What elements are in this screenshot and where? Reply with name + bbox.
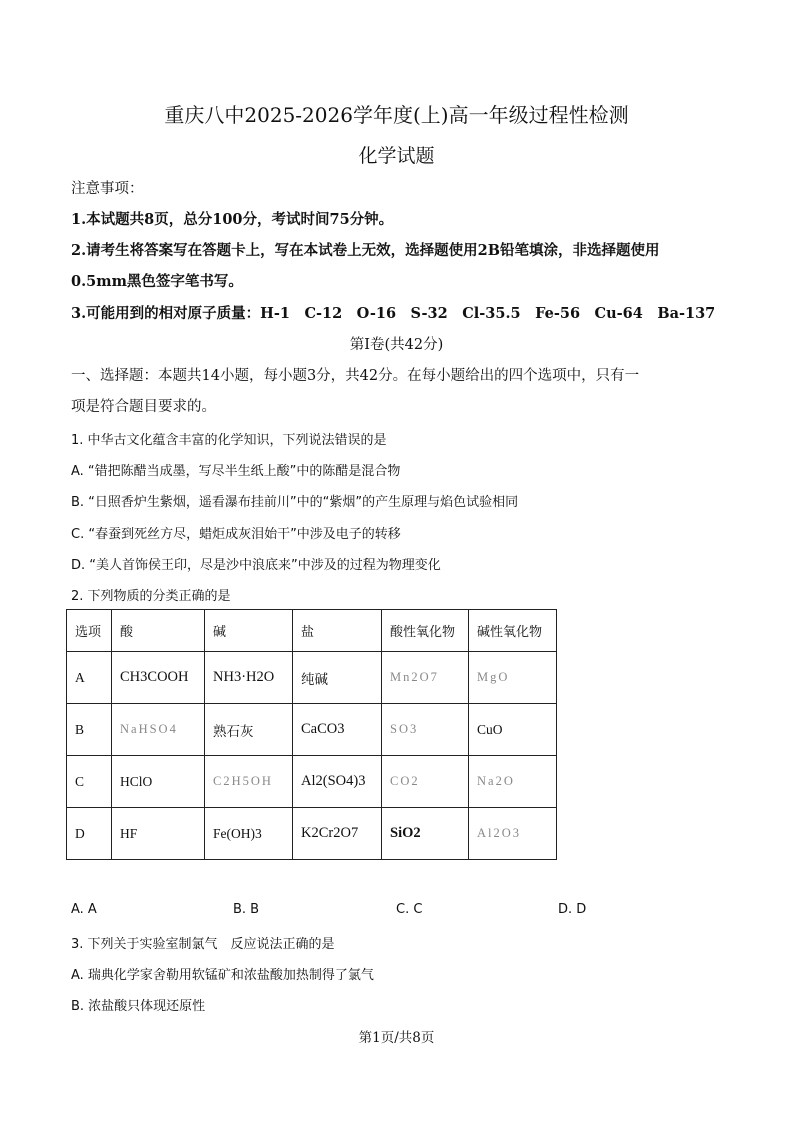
cell-acidic-oxide: SO3 [382,704,469,756]
question-1-stem: 1. 中华古文化蕴含丰富的化学知识，下列说法错误的是 [71,433,387,448]
cell-basic-oxide: Na2O [469,756,557,808]
question-1-option-c: C. “春蚕到死丝方尽，蜡炬成灰泪始干”中涉及电子的转移 [71,527,401,542]
table-row [67,808,557,860]
cell-salt: 纯碱 [293,652,382,704]
cell-acid: NaHSO4 [112,704,205,756]
choice-b: B. B [233,902,260,917]
cell-option: C [67,756,112,808]
header-basic-oxide: 碱性氧化物 [469,610,557,652]
cell-acidic-oxide: CO2 [382,756,469,808]
note-item-2: 2.请考生将答案写在答题卡上，写在本试卷上无效，选择题使用2B铅笔填涂，非选择题使用 [71,242,660,259]
exam-subject: 化学试题 [358,145,435,167]
cell-base: C2H5OH [205,756,293,808]
cell-acidic-oxide: Mn2O7 [382,652,469,704]
cell-acid: CH3COOH [112,652,205,704]
table-row [67,652,557,704]
choice-d: D. D [558,902,587,917]
notes-heading: 注意事项： [71,181,144,197]
classification-table [66,609,557,860]
cell-acid: HF [112,808,205,860]
choice-c: C. C [396,902,423,917]
table-row [67,704,557,756]
cell-acid: HClO [112,756,205,808]
table-row [67,756,557,808]
cell-base: 熟石灰 [205,704,293,756]
header-acidic-oxide: 酸性氧化物 [382,610,469,652]
choice-a: A. A [71,902,97,917]
cell-option: A [67,652,112,704]
cell-basic-oxide: MgO [469,652,557,704]
header-acid: 酸 [112,610,205,652]
question-1-option-b: B. “日照香炉生紫烟，遥看瀑布挂前川”中的“紫烟”的产生原理与焰色试验相同 [71,495,519,510]
question-3-stem: 3. 下列关于实验室制氯气 反应说法正确的是 [71,937,335,952]
cell-option: D [67,808,112,860]
exam-title: 重庆八中2025-2026学年度(上)高一年级过程性检测 [164,103,629,127]
section-title: 第I卷(共42分) [349,337,444,353]
header-salt: 盐 [293,610,382,652]
question-1-option-a: A. “错把陈醋当成墨，写尽半生纸上酸”中的陈醋是混合物 [71,464,401,479]
page-footer: 第1页/共8页 [358,1030,435,1046]
cell-salt: CaCO3 [293,704,382,756]
cell-salt: Al2(SO4)3 [293,756,382,808]
note-item-3: 3.可能用到的相对原子质量：H-1 C-12 O-16 S-32 Cl-35.5 Fe-56 Cu-64 Ba-137 [71,305,716,322]
cell-base: NH3·H2O [205,652,293,704]
note-item-2-cont: 0.5mm黑色签字笔书写。 [71,273,243,290]
cell-base: Fe(OH)3 [205,808,293,860]
header-base: 碱 [205,610,293,652]
section-instructions: 一、选择题：本题共14小题，每小题3分，共42分。在每小题给出的四个选项中，只有一 [71,368,640,384]
question-2-stem: 2. 下列物质的分类正确的是 [71,589,231,604]
section-instructions-cont: 项是符合题目要求的。 [71,399,216,415]
cell-basic-oxide: CuO [469,704,557,756]
cell-option: B [67,704,112,756]
header-option: 选项 [67,610,112,652]
cell-salt: K2Cr2O7 [293,808,382,860]
note-item-1: 1.本试题共8页，总分100分，考试时间75分钟。 [71,211,394,228]
cell-acidic-oxide: SiO2 [382,808,469,860]
question-1-option-d: D. “美人首饰侯王印，尽是沙中浪底来”中涉及的过程为物理变化 [71,558,441,573]
cell-basic-oxide: Al2O3 [469,808,557,860]
question-3-option-b: B. 浓盐酸只体现还原性 [71,999,206,1014]
table-header-row [67,610,557,652]
question-3-option-a: A. 瑞典化学家舍勒用软锰矿和浓盐酸加热制得了氯气 [71,968,374,983]
